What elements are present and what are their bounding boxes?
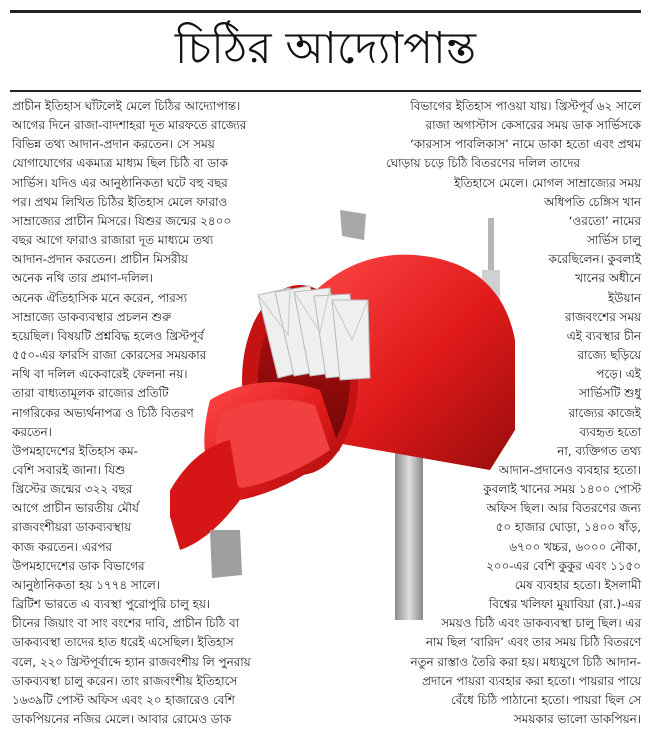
text-line: চীনের জিয়াং বা সাং বংশের দাবি, প্রাচীন চিঠি বা	[12, 616, 240, 631]
text-line: আনুষ্ঠানিকতা হয় ১৭৭৪ সালে।	[12, 577, 161, 592]
article-column-right	[325, 97, 641, 729]
text-line: যোগাযোগের একমাত্র মাধ্যম ছিল চিঠি বা ডাক	[12, 156, 228, 171]
text-line: মেষ ব্যবহার হতো। ইসলামী	[514, 577, 641, 592]
text-line: বিশ্বের খলিফা মুয়াবিয়া (রা.)-এর	[488, 597, 641, 612]
text-line: হয়েছিল। বিষয়টি প্রশ্নবিদ্ধ হলেও খ্রিস্টপূর্ব	[12, 328, 204, 343]
text-line: ইউয়ান	[608, 290, 641, 305]
text-line: আগের দিনে রাজা-বাদশাহরা দূত মারফতে রাজ্যের	[12, 118, 247, 133]
text-line: বিভাগের ইতিহাস পাওয়া যায়। খ্রিস্টপূর্ব ৬২ সালে	[410, 99, 641, 113]
text-line: রাজবংশের সময়	[565, 309, 641, 324]
text-line: ২০০-এর বেশি কুকুর এবং ১১৫০	[486, 558, 641, 573]
text-line: আগে প্রাচীন ভারতীয় মৌর্য	[12, 501, 139, 516]
text-line: ৫৫০-এর ফারসি রাজা কোরসের সময়কার	[12, 348, 207, 363]
text-line: পড়ে। এই	[596, 367, 641, 382]
text-line: নাগরিকের অভ্যর্থনাপত্র ও চিঠি বিতরণ	[12, 405, 194, 420]
text-line: আদান-প্রদান করতেন। প্রাচীন মিসরীয়	[12, 252, 188, 267]
text-line: বলে, ২২০ খ্রিস্টপূর্বাব্দে হ্যান রাজবংশীয় লি পুনরায়	[12, 654, 251, 669]
text-line: বেঁধে চিঠি পাঠানো হতো। পায়রা ছিল সে	[450, 692, 641, 707]
text-line: খানের অধীনে	[575, 271, 641, 286]
text-line: ৬৭০০ খচ্চর, ৬০০০ নৌকা,	[509, 539, 641, 554]
text-line: অফিস ছিল। আর বিতরণের জন্য	[486, 501, 641, 516]
text-line: বেশি সবারই জানা। যিশু	[12, 462, 126, 477]
text-line: পর। প্রথম লিখিত চিঠির ইতিহাস মেলে ফারাও	[12, 194, 228, 209]
text-line: ডাকপিয়নের নজির মেলে। আবার রোমেও ডাক	[12, 712, 232, 726]
text-line: ব্রিটিশ ভারতে এ ব্যবস্থা পুরোপুরি চালু হয়।	[12, 597, 211, 612]
text-line: কুবলাই খানের সময় ১৪০০ পোস্ট	[483, 482, 641, 497]
text-line: অধিপতি চেঙ্গিস খান	[543, 194, 641, 209]
text-line: বিভিন্ন তথ্য আদান-প্রদান করতেন। সে সময়	[12, 137, 215, 152]
text-line: ব্যবহৃত হতো	[579, 424, 641, 439]
text-line: করেছিলেন। কুবলাই	[548, 252, 641, 267]
text-line: ডাকব্যবস্থা চালু করেন। তাং রাজবংশীয় ইতিহাসে	[12, 673, 238, 688]
text-line: ঘোড়ায় চড়ে চিঠি বিতরণের দলিল তাদের	[385, 156, 580, 171]
text-line: নতুন রাস্তাও তৈরি করা হয়। মধ্যযুগে চিঠি আদান-	[410, 654, 641, 669]
text-line: ‘ওরতো’ নামের	[568, 213, 641, 228]
text-line: করতেন।	[12, 424, 52, 439]
article-column-left	[12, 97, 342, 729]
text-line: সাম্রাজ্যে ডাকব্যবস্থার প্রচলন শুরু	[12, 309, 172, 324]
text-line: সাম্রাজ্যের প্রাচীন মিসরে। যিশুর জন্মের ২৪০০	[12, 213, 232, 228]
text-line: খ্রিস্টের জন্মের ৩২২ বছর	[12, 482, 133, 497]
text-line: সময়ও চিঠি এবং ডাকব্যবস্থা চালু ছিল। এর	[441, 616, 641, 631]
text-line: নথি বা দলিল একেবারেই ফেলনা নয়।	[12, 367, 188, 382]
text-line: এই ব্যবস্থার চীন	[566, 328, 641, 343]
text-line: অনেক নথি তার প্রমাণ-দলিল।	[12, 271, 153, 286]
top-rule	[10, 10, 641, 13]
text-line: রাজ্যে ছড়িয়ে	[577, 348, 641, 363]
text-line: প্রদানে পায়রা ব্যবহার করা হতো। পায়রার পায়ে	[422, 673, 641, 688]
text-line: প্রাচীন ইতিহাস ঘাঁটলেই মেলে চিঠির আদ্যোপান্ত।	[12, 99, 241, 113]
text-line: সার্ভিসটি শুধু	[579, 386, 641, 401]
text-line: অনেক ঐতিহাসিক মনে করেন, পারস্য	[12, 290, 188, 305]
text-line: সার্ভিস চালু	[587, 233, 641, 248]
title-rule	[10, 90, 641, 92]
text-line: তারা বাধ্যতামূলক রাজ্যের প্রতিটি	[12, 386, 169, 401]
text-line: সময়কার ভালো ডাকপিয়ন।	[513, 712, 641, 726]
text-line: উপমহাদেশের ইতিহাস কম-	[12, 443, 138, 458]
text-line: উপমহাদেশের ডাক বিভাগের	[12, 558, 145, 573]
text-line: রাজা অগাস্টাস কেসারের সময় ডাক সার্ভিসকে	[425, 118, 641, 133]
text-line: রাজবংশীয়রা ডাকব্যবস্থায়	[12, 520, 132, 535]
text-line: ‘কারসাস পাবলিকাস’ নামে ডাকা হতো এবং প্রথম	[410, 137, 641, 152]
text-line: ডাকব্যবস্থা তাদের হাত ধরেই এসেছিল। ইতিহাস	[12, 635, 234, 650]
text-line: আদান-প্রদানেও ব্যবহার হতো।	[498, 462, 641, 477]
text-line: ৫০ হাজার ঘোড়া, ১৪০০ ষাঁড়,	[495, 520, 641, 535]
text-line: বছর আগে ফারাও রাজারা দূত মাধ্যমে তথ্য	[12, 233, 214, 248]
text-line: রাজ্যের কাজেই	[568, 405, 641, 420]
article-title: চিঠির আদ্যোপান্ত	[174, 23, 477, 74]
text-line: কাজ করতেন। এরপর	[12, 539, 113, 554]
text-line: ১৬৩৯টি পোস্ট অফিস এবং ২০ হাজারেও বেশি	[12, 692, 235, 707]
text-line: না, ব্যক্তিগত তথ্য	[557, 443, 641, 458]
text-line: ইতিহাসে মেলে। মোগল সাম্রাজ্যের সময়	[454, 175, 641, 190]
text-line: নাম ছিল ‘বারিদ’ এবং তার সময় চিঠি বিতরণে	[425, 635, 641, 650]
text-line: সার্ভিস। যদিও এর আনুষ্ঠানিকতা ঘটে বহু বছর	[12, 175, 228, 190]
